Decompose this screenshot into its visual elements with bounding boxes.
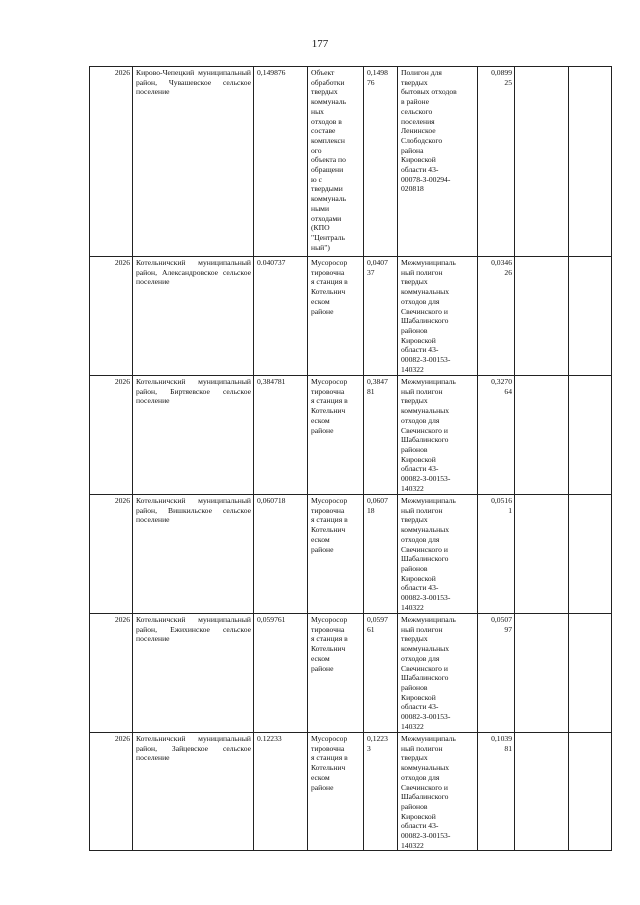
- year-cell: 2026: [90, 614, 133, 733]
- mass-cell: 0.040737: [254, 257, 308, 376]
- percent-cell-line: 0,0346: [491, 258, 512, 267]
- facility-cell-line: обработки: [311, 77, 345, 87]
- empty-cell: [515, 614, 569, 733]
- municipality-cell: Котельничский муниципальный район, Ежихинское сельское поселение: [133, 614, 254, 733]
- destination-cell-line: Шабалинского: [401, 435, 449, 445]
- destination-cell-line: Шабалинского: [401, 316, 449, 326]
- year-cell: 2026: [90, 257, 133, 376]
- destination-cell-line: Свечинского и: [401, 544, 448, 554]
- facility-cell-line: Мусоросор: [311, 496, 348, 505]
- facility-cell-line: коммуналь: [311, 97, 347, 107]
- facility-cell-line: тировочна: [311, 267, 345, 277]
- percent-cell-line: 64: [504, 386, 512, 396]
- empty-cell: [569, 376, 612, 495]
- destination-cell-line: районов: [401, 325, 428, 335]
- percent-cell-line: 25: [504, 77, 512, 87]
- destination-cell-line: Кировской: [401, 692, 436, 702]
- destination-cell-line: области 43-: [401, 464, 439, 474]
- destination-cell-line: Шабалинского: [401, 554, 449, 564]
- facility-cell-line: Мусоросор: [311, 734, 348, 743]
- share-cell-line: 37: [367, 267, 375, 277]
- facility-cell: [308, 257, 364, 376]
- municipality-cell: Котельничский муниципальный район, Александровское сельское поселение: [133, 257, 254, 376]
- facility-cell-line: твердых: [311, 87, 338, 97]
- empty-cell: [569, 614, 612, 733]
- facility-cell-line: я станция в: [311, 753, 348, 763]
- destination-cell-line: отходов для: [401, 772, 440, 782]
- destination-cell-line: коммунальных: [401, 763, 450, 773]
- facility-cell-line: Объект: [311, 68, 335, 77]
- destination-cell-line: в районе: [401, 97, 429, 107]
- mass-cell: 0,059761: [254, 614, 308, 733]
- destination-cell: [398, 257, 478, 376]
- destination-cell-line: Свечинского и: [401, 663, 448, 673]
- facility-cell-line: еском: [311, 296, 330, 306]
- empty-cell: [515, 495, 569, 614]
- destination-cell-line: отходов для: [401, 534, 440, 544]
- destination-cell-line: Полигон для: [401, 68, 442, 77]
- share-cell-line: 0,1223: [367, 734, 388, 743]
- destination-cell-line: ный полигон: [401, 505, 443, 515]
- facility-cell-line: тировочна: [311, 624, 345, 634]
- destination-cell-line: Слободского: [401, 135, 443, 145]
- facility-cell-line: районе: [311, 306, 334, 316]
- percent-cell-line: 0,0507: [491, 615, 512, 624]
- mass-cell: 0,060718: [254, 495, 308, 614]
- share-cell: [364, 733, 398, 851]
- destination-cell-line: твердых: [401, 277, 428, 287]
- destination-cell-line: Кировской: [401, 155, 436, 165]
- percent-cell: [478, 614, 515, 733]
- facility-cell-line: ными: [311, 203, 330, 213]
- empty-cell: [569, 67, 612, 257]
- facility-cell-line: коммуналь: [311, 194, 347, 204]
- destination-cell-line: Кировской: [401, 811, 436, 821]
- share-cell-line: 18: [367, 505, 375, 515]
- destination-cell-line: Межмуниципаль: [401, 734, 456, 743]
- facility-cell-line: Котельнич: [311, 406, 346, 416]
- facility-cell-line: "Централь: [311, 232, 345, 242]
- destination-cell-line: Шабалинского: [401, 792, 449, 802]
- percent-cell-line: 26: [504, 267, 512, 277]
- table-row: [90, 614, 612, 733]
- destination-cell: [398, 376, 478, 495]
- destination-cell-line: ный полигон: [401, 386, 443, 396]
- destination-cell-line: твердых: [401, 396, 428, 406]
- destination-cell-line: области 43-: [401, 702, 439, 712]
- facility-cell-line: Котельнич: [311, 525, 346, 535]
- empty-cell: [515, 733, 569, 851]
- table-row: [90, 257, 612, 376]
- destination-cell: [398, 495, 478, 614]
- destination-cell-line: Кировской: [401, 454, 436, 464]
- destination-cell-line: Шабалинского: [401, 673, 449, 683]
- facility-cell: [308, 67, 364, 257]
- percent-cell: [478, 495, 515, 614]
- destination-cell-line: Свечинского и: [401, 306, 448, 316]
- destination-cell-line: отходов для: [401, 415, 440, 425]
- waste-flow-table: [89, 66, 612, 851]
- destination-cell-line: 00082-З-00153-: [401, 712, 451, 722]
- destination-cell-line: твердых: [401, 515, 428, 525]
- facility-cell-line: ный"): [311, 242, 330, 252]
- share-cell-line: 3: [367, 743, 371, 753]
- destination-cell-line: отходов для: [401, 296, 440, 306]
- destination-cell-line: поселения: [401, 116, 435, 126]
- percent-cell-line: 0,0516: [491, 496, 512, 505]
- share-cell-line: 0,1498: [367, 68, 388, 77]
- destination-cell-line: Свечинского и: [401, 782, 448, 792]
- destination-cell-line: районов: [401, 563, 428, 573]
- destination-cell-line: Ленинское: [401, 126, 436, 136]
- destination-cell-line: коммунальных: [401, 406, 450, 416]
- municipality-cell: Котельничский муниципальный район, Вишкильское сельское поселение: [133, 495, 254, 614]
- facility-cell-line: твердыми: [311, 184, 343, 194]
- share-cell-line: 0,0607: [367, 496, 388, 505]
- destination-cell-line: 00082-З-00153-: [401, 831, 451, 841]
- destination-cell-line: районов: [401, 682, 428, 692]
- facility-cell-line: отходами: [311, 213, 342, 223]
- destination-cell-line: отходов для: [401, 653, 440, 663]
- facility-cell-line: обращени: [311, 165, 344, 175]
- facility-cell-line: районе: [311, 425, 334, 435]
- facility-cell-line: я станция в: [311, 277, 348, 287]
- facility-cell-line: тировочна: [311, 743, 345, 753]
- empty-cell: [515, 376, 569, 495]
- year-cell: 2026: [90, 733, 133, 851]
- destination-cell-line: ный полигон: [401, 267, 443, 277]
- destination-cell-line: 00078-З-00294-: [401, 174, 451, 184]
- facility-cell: [308, 733, 364, 851]
- facility-cell-line: комплексн: [311, 135, 345, 145]
- destination-cell-line: района: [401, 145, 424, 155]
- table-row: [90, 67, 612, 257]
- facility-cell-line: тировочна: [311, 386, 345, 396]
- destination-cell-line: 140322: [401, 483, 424, 493]
- destination-cell-line: 140322: [401, 364, 424, 374]
- table-row: [90, 376, 612, 495]
- facility-cell-line: ю с: [311, 174, 322, 184]
- share-cell-line: 0,0597: [367, 615, 388, 624]
- empty-cell: [515, 257, 569, 376]
- destination-cell-line: области 43-: [401, 165, 439, 175]
- destination-cell-line: 00082-З-00153-: [401, 355, 451, 365]
- facility-cell-line: я станция в: [311, 396, 348, 406]
- destination-cell-line: Кировской: [401, 335, 436, 345]
- facility-cell-line: отходов в: [311, 116, 342, 126]
- destination-cell-line: 140322: [401, 840, 424, 850]
- municipality-cell: Котельничский муниципальный район, Биртяевское сельское поселение: [133, 376, 254, 495]
- destination-cell-line: твердых: [401, 634, 428, 644]
- facility-cell: [308, 376, 364, 495]
- empty-cell: [569, 733, 612, 851]
- destination-cell-line: районов: [401, 801, 428, 811]
- table-row: [90, 733, 612, 851]
- destination-cell-line: коммунальных: [401, 644, 450, 654]
- facility-cell-line: еском: [311, 653, 330, 663]
- year-cell: 2026: [90, 376, 133, 495]
- destination-cell-line: коммунальных: [401, 287, 450, 297]
- destination-cell-line: области 43-: [401, 345, 439, 355]
- percent-cell: [478, 376, 515, 495]
- facility-cell-line: еском: [311, 415, 330, 425]
- destination-cell-line: Межмуниципаль: [401, 496, 456, 505]
- facility-cell-line: Мусоросор: [311, 258, 348, 267]
- facility-cell-line: я станция в: [311, 634, 348, 644]
- destination-cell-line: Межмуниципаль: [401, 615, 456, 624]
- destination-cell-line: 00082-З-00153-: [401, 474, 451, 484]
- mass-cell: 0,149876: [254, 67, 308, 257]
- destination-cell-line: твердых: [401, 753, 428, 763]
- municipality-cell: Кирово-Чепецкий муниципальный район, Чувашевское сельское поселение: [133, 67, 254, 257]
- percent-cell-line: 0,3270: [491, 377, 512, 386]
- empty-cell: [569, 257, 612, 376]
- facility-cell: [308, 614, 364, 733]
- facility-cell-line: ных: [311, 106, 324, 116]
- mass-cell: 0.12233: [254, 733, 308, 851]
- percent-cell: [478, 67, 515, 257]
- facility-cell-line: районе: [311, 782, 334, 792]
- percent-cell-line: 0,0899: [491, 68, 512, 77]
- destination-cell-line: ный полигон: [401, 743, 443, 753]
- page-number: 177: [311, 38, 329, 50]
- facility-cell-line: я станция в: [311, 515, 348, 525]
- destination-cell: [398, 614, 478, 733]
- facility-cell-line: объекта по: [311, 155, 346, 165]
- percent-cell-line: 0,1039: [491, 734, 512, 743]
- facility-cell-line: Котельнич: [311, 287, 346, 297]
- share-cell-line: 61: [367, 624, 375, 634]
- facility-cell-line: тировочна: [311, 505, 345, 515]
- share-cell-line: 0,0407: [367, 258, 388, 267]
- destination-cell-line: Свечинского и: [401, 425, 448, 435]
- facility-cell-line: районе: [311, 663, 334, 673]
- year-cell: 2026: [90, 495, 133, 614]
- destination-cell-line: районов: [401, 444, 428, 454]
- facility-cell-line: составе: [311, 126, 336, 136]
- facility-cell-line: районе: [311, 544, 334, 554]
- destination-cell-line: области 43-: [401, 583, 439, 593]
- destination-cell-line: коммунальных: [401, 525, 450, 535]
- destination-cell-line: ный полигон: [401, 624, 443, 634]
- destination-cell-line: сельского: [401, 106, 433, 116]
- empty-cell: [515, 67, 569, 257]
- percent-cell: [478, 257, 515, 376]
- table-row: [90, 495, 612, 614]
- destination-cell-line: 140322: [401, 721, 424, 731]
- destination-cell-line: твердых: [401, 77, 428, 87]
- facility-cell-line: Мусоросор: [311, 615, 348, 624]
- destination-cell-line: 140322: [401, 602, 424, 612]
- destination-cell-line: Межмуниципаль: [401, 258, 456, 267]
- percent-cell-line: 81: [504, 743, 512, 753]
- facility-cell-line: ого: [311, 145, 322, 155]
- percent-cell-line: 97: [504, 624, 512, 634]
- share-cell-line: 0,3847: [367, 377, 388, 386]
- facility-cell-line: (КПО: [311, 223, 330, 233]
- percent-cell: [478, 733, 515, 851]
- facility-cell-line: Котельнич: [311, 763, 346, 773]
- facility-cell: [308, 495, 364, 614]
- share-cell-line: 76: [367, 77, 375, 87]
- facility-cell-line: Котельнич: [311, 644, 346, 654]
- municipality-cell: Котельничский муниципальный район, Зайцевское сельское поселение: [133, 733, 254, 851]
- share-cell: [364, 614, 398, 733]
- share-cell: [364, 257, 398, 376]
- destination-cell-line: бытовых отходов: [401, 87, 457, 97]
- share-cell: [364, 67, 398, 257]
- destination-cell-line: Межмуниципаль: [401, 377, 456, 386]
- share-cell: [364, 376, 398, 495]
- share-cell: [364, 495, 398, 614]
- destination-cell-line: 00082-З-00153-: [401, 593, 451, 603]
- destination-cell-line: Кировской: [401, 573, 436, 583]
- destination-cell-line: 020818: [401, 184, 424, 194]
- share-cell-line: 81: [367, 386, 375, 396]
- year-cell: 2026: [90, 67, 133, 257]
- destination-cell: [398, 67, 478, 257]
- percent-cell-line: 1: [508, 505, 512, 515]
- empty-cell: [569, 495, 612, 614]
- facility-cell-line: Мусоросор: [311, 377, 348, 386]
- destination-cell: [398, 733, 478, 851]
- facility-cell-line: еском: [311, 534, 330, 544]
- mass-cell: 0,384781: [254, 376, 308, 495]
- destination-cell-line: области 43-: [401, 821, 439, 831]
- facility-cell-line: еском: [311, 772, 330, 782]
